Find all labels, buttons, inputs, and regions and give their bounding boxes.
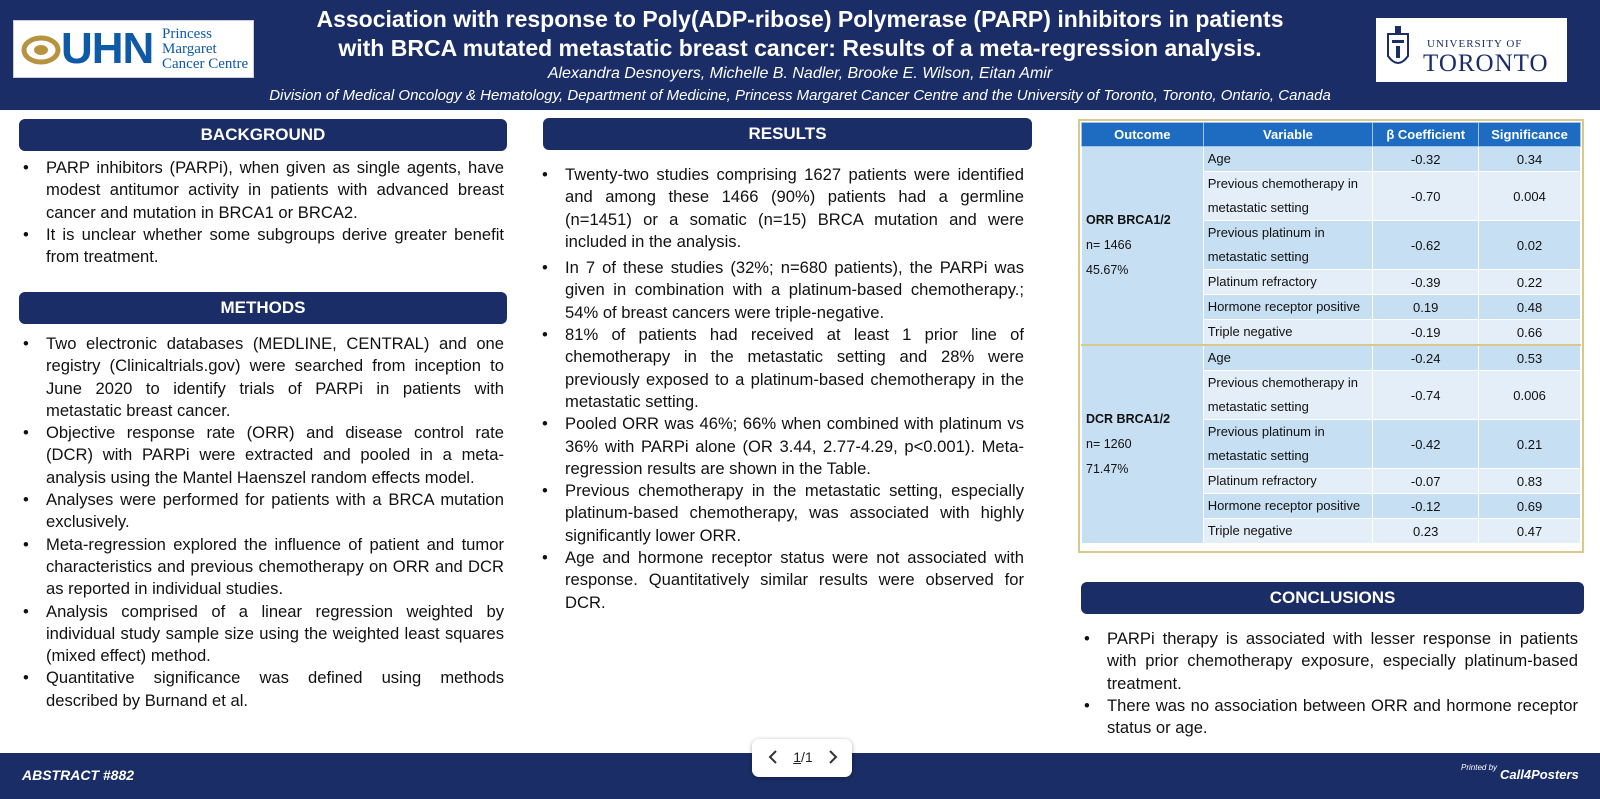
list-item: • PARP inhibitors (PARPi), when given as single agents, have modest antitumor activity in patients with advanced breast cancer and mutation in BRCA1 or BRCA2. <box>20 157 504 224</box>
outcome-n: n= 1466 <box>1086 238 1132 252</box>
beta-cell: -0.19 <box>1373 320 1479 346</box>
variable-cell: Triple negative <box>1203 320 1373 346</box>
variable-cell: Hormone receptor positive <box>1203 295 1373 320</box>
current-page: 1 <box>793 749 802 765</box>
list-item: • Twenty-two studies comprising 1627 patients were identified and among these 1466 (90%) patients had a germline (n=1451) or a somatic (n=15) BRCA mutation and were included in the analysis. <box>539 164 1024 253</box>
variable-cell: Triple negative <box>1203 519 1373 544</box>
list-item: • Meta-regression explored the influence of patient and tumor characteristics and previous chemotherapy on ORR and DCR as reported in individual studies. <box>20 534 504 601</box>
list-item: • Previous chemotherapy in the metastatic setting, especially platinum-based chemotherapy, was associated with highly significantly lower ORR. <box>539 480 1024 547</box>
beta-cell: -0.62 <box>1373 221 1479 270</box>
list-item: • Pooled ORR was 46%; 66% when combined with platinum vs 36% with PARPi alone (OR 3.44, 2.77-4.29, p<0.001). Meta-regression results are shown in the Table. <box>539 413 1024 480</box>
uhn-logo <box>13 20 254 78</box>
poster-title <box>240 5 1360 63</box>
significance-cell: 0.53 <box>1479 345 1581 371</box>
list-item: • 81% of patients had received at least 1 prior line of chemotherapy in the metastatic setting and 28% were previously exposed to a platinum-based chemotherapy in the metastatic setting. <box>539 324 1024 413</box>
methods-heading: METHODS <box>19 292 507 324</box>
variable-cell: Age <box>1203 147 1373 172</box>
beta-cell: -0.12 <box>1373 494 1479 519</box>
chevron-right-icon[interactable] <box>826 748 840 766</box>
results-heading: RESULTS <box>543 118 1032 150</box>
beta-cell: -0.74 <box>1373 371 1479 420</box>
variable-cell: Previous platinum in metastatic setting <box>1203 420 1373 469</box>
methods-list <box>20 333 504 712</box>
list-item: • Two electronic databases (MEDLINE, CENTRAL) and one registry (Clinicaltrials.gov) were searched from inception to June 2020 to identify trials of PARPi in patients with metastatic breast cancer. <box>20 333 504 422</box>
table-header-row <box>1082 123 1581 147</box>
chevron-left-icon[interactable] <box>766 748 780 766</box>
uhn-logo-subtitle <box>162 27 248 72</box>
conclusions-heading: CONCLUSIONS <box>1081 582 1584 614</box>
beta-cell: 0.19 <box>1373 295 1479 320</box>
uoft-logo-small: UNIVERSITY OF <box>1427 38 1523 50</box>
significance-cell: 0.69 <box>1479 494 1581 519</box>
printed-by-label: Printed by <box>1461 763 1498 772</box>
outcome-label: DCR BRCA1/2 <box>1086 412 1171 426</box>
background-heading: BACKGROUND <box>19 119 507 151</box>
uhn-sub-line: Margaret <box>162 41 217 57</box>
outcome-pct: 71.47% <box>1086 462 1129 476</box>
significance-cell: 0.006 <box>1479 371 1581 420</box>
list-item: • Age and hormone receptor status were not associated with response. Quantitatively similar results were observed for DCR. <box>539 547 1024 614</box>
call4posters-logo: Call4Posters <box>1500 767 1579 782</box>
variable-cell: Previous chemotherapy in metastatic setting <box>1203 172 1373 221</box>
meta-regression-table <box>1081 122 1581 544</box>
list-item: • Analysis comprised of a linear regression weighted by individual study sample size using the weighted least squares (mixed effect) method. <box>20 601 504 668</box>
variable-cell: Platinum refractory <box>1203 270 1373 295</box>
variable-cell: Platinum refractory <box>1203 469 1373 494</box>
title-line: with BRCA mutated metastatic breast cancer: Results of a meta-regression analysis. <box>338 35 1262 61</box>
uoft-logo <box>1376 18 1567 82</box>
significance-cell: 0.66 <box>1479 320 1581 346</box>
list-item: • It is unclear whether some subgroups derive greater benefit from treatment. <box>20 224 504 269</box>
list-item: • There was no association between ORR and hormone receptor status or age. <box>1081 695 1578 740</box>
outcome-cell <box>1082 345 1204 544</box>
beta-cell: -0.32 <box>1373 147 1479 172</box>
uhn-sub-line: Princess <box>162 26 212 42</box>
significance-cell: 0.004 <box>1479 172 1581 221</box>
outcome-label: ORR BRCA1/2 <box>1086 213 1171 227</box>
total-pages: 1 <box>804 749 813 765</box>
variable-cell: Hormone receptor positive <box>1203 494 1373 519</box>
significance-cell: 0.48 <box>1479 295 1581 320</box>
list-item: • PARPi therapy is associated with lesser response in patients with prior chemotherapy exposure, especially platinum-based treatment. <box>1081 628 1578 695</box>
outcome-pct: 45.67% <box>1086 263 1129 277</box>
outcome-cell <box>1082 147 1204 346</box>
significance-cell: 0.02 <box>1479 221 1581 270</box>
variable-cell: Age <box>1203 345 1373 371</box>
uhn-logo-mark: UHN <box>61 24 154 73</box>
poster-affiliation: Division of Medical Oncology & Hematology, Department of Medicine, Princess Margaret Cancer Centre and the University of Toronto, Toronto, Ontario, Canada <box>269 87 1331 104</box>
results-list <box>539 164 1024 614</box>
column-header: Outcome <box>1082 123 1204 147</box>
table-row <box>1082 345 1581 371</box>
table-row <box>1082 147 1581 172</box>
variable-cell: Previous chemotherapy in metastatic setting <box>1203 371 1373 420</box>
conclusions-list <box>1081 628 1578 739</box>
variable-cell: Previous platinum in metastatic setting <box>1203 221 1373 270</box>
beta-cell: -0.07 <box>1373 469 1479 494</box>
significance-cell: 0.21 <box>1479 420 1581 469</box>
list-item: • Quantitative significance was defined using methods described by Burnand et al. <box>20 667 504 712</box>
beta-cell: -0.70 <box>1373 172 1479 221</box>
beta-cell: 0.23 <box>1373 519 1479 544</box>
poster-header <box>0 0 1600 110</box>
significance-cell: 0.47 <box>1479 519 1581 544</box>
page-indicator: 1/1 <box>793 749 813 765</box>
abstract-number: ABSTRACT #882 <box>22 767 135 783</box>
column-header: β Coefficient <box>1373 123 1479 147</box>
background-list <box>20 157 504 268</box>
beta-cell: -0.42 <box>1373 420 1479 469</box>
page-navigator <box>752 739 852 777</box>
list-item: • Objective response rate (ORR) and disease control rate (DCR) with PARPi were extracted and pooled in a meta-analysis using the Mantel Haenszel random effects model. <box>20 422 504 489</box>
uoft-crest-icon <box>1386 26 1410 72</box>
uhn-sub-line: Cancer Centre <box>162 56 249 72</box>
beta-cell: -0.24 <box>1373 345 1479 371</box>
list-item: • Analyses were performed for patients with a BRCA mutation exclusively. <box>20 489 504 534</box>
beta-cell: -0.39 <box>1373 270 1479 295</box>
title-line: Association with response to Poly(ADP-ribose) Polymerase (PARP) inhibitors in patients <box>316 6 1284 32</box>
significance-cell: 0.22 <box>1479 270 1581 295</box>
list-item: • In 7 of these studies (32%; n=680 patients), the PARPi was given in combination with a platinum-based chemotherapy.; 54% of breast cancers were triple-negative. <box>539 257 1024 324</box>
poster-authors: Alexandra Desnoyers, Michelle B. Nadler, Brooke E. Wilson, Eitan Amir <box>547 65 1053 82</box>
significance-cell: 0.34 <box>1479 147 1581 172</box>
column-header: Variable <box>1203 123 1373 147</box>
column-header: Significance <box>1479 123 1581 147</box>
uhn-swirl-icon <box>20 33 62 67</box>
significance-cell: 0.83 <box>1479 469 1581 494</box>
outcome-n: n= 1260 <box>1086 437 1132 451</box>
uoft-logo-big: TORONTO <box>1423 50 1549 77</box>
